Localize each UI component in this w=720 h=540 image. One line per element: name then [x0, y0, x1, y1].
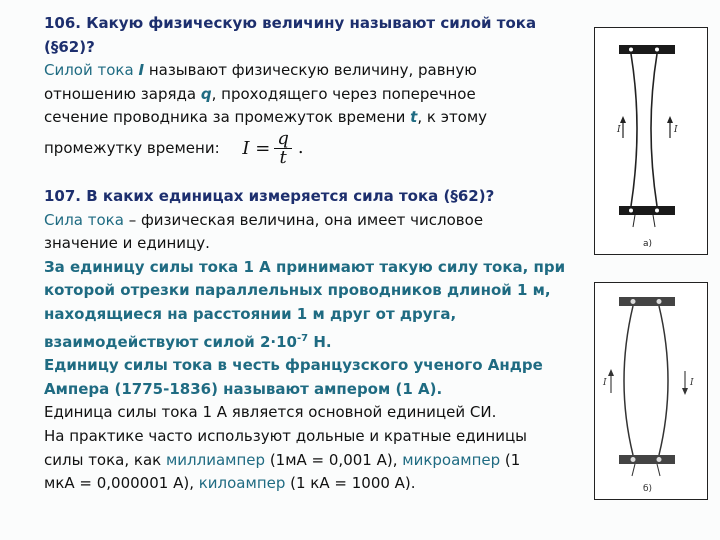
q107-line5: находящиеся на расстоянии 1 м друг от друга, — [44, 304, 457, 323]
q106-title: 106. Какую физическую величину называют силой тока — [44, 14, 537, 32]
q106-answer-line2: отношению заряда q, проходящего через поперечное — [44, 84, 476, 103]
q107-line7: Единицу силы тока в честь французского ученого Андре — [44, 356, 543, 375]
q107-line2: значение и единицу. — [44, 234, 210, 253]
q107-line6: взаимодействуют силой $2\cdot 10^{-7}$ Н. — [44, 332, 332, 351]
q107-line4: которой отрезки параллельных проводников длиной 1 м, — [44, 281, 551, 300]
figure-b-current-label-right: I — [690, 378, 694, 388]
current-formula: I = $\frac{q}{t}$ . — [242, 127, 304, 168]
figure-b-current-label-left: I — [603, 378, 607, 388]
q106-answer-line1: Силой тока I называют физическую величину, равную — [44, 61, 477, 80]
q107-line1: Сила тока – физическая величина, она имеет числовое — [44, 210, 484, 229]
q107-title: 107. В каких единицах измеряется сила тока (§62)? — [44, 186, 495, 205]
q107-line3: За единицу силы тока 1 А принимают такую силу тока, при — [44, 257, 566, 276]
text-block — [44, 12, 592, 496]
q107-line8: Ампера (1775-1836) называют ампером (1 А). — [44, 379, 443, 398]
q106-answer-line3: сечение проводника за промежуток времени t, к этому — [44, 108, 488, 127]
figure-a-current-label-right: I — [674, 125, 678, 135]
figure-a — [594, 27, 708, 255]
figure-b-label: б) — [643, 484, 653, 494]
figure-b — [594, 282, 708, 500]
q107-line9: Единица силы тока 1 А является основной единицей СИ. — [44, 403, 497, 422]
q107-line11: силы тока, как миллиампер (1мА = 0,001 А), микроампер (1 — [44, 450, 521, 469]
q106-answer-line4: промежутку времени: I = $\frac{q}{t}$ . — [44, 127, 304, 168]
q107-line10: На практике часто используют дольные и кратные единицы — [44, 426, 527, 445]
figure-a-label: а) — [643, 239, 653, 249]
q107-line12: мкА = 0,000001 А), килоампер (1 кА = 1000 А). — [44, 474, 416, 493]
q106-ref: (§62)? — [44, 37, 95, 56]
figure-a-current-label-left: I — [617, 125, 621, 135]
